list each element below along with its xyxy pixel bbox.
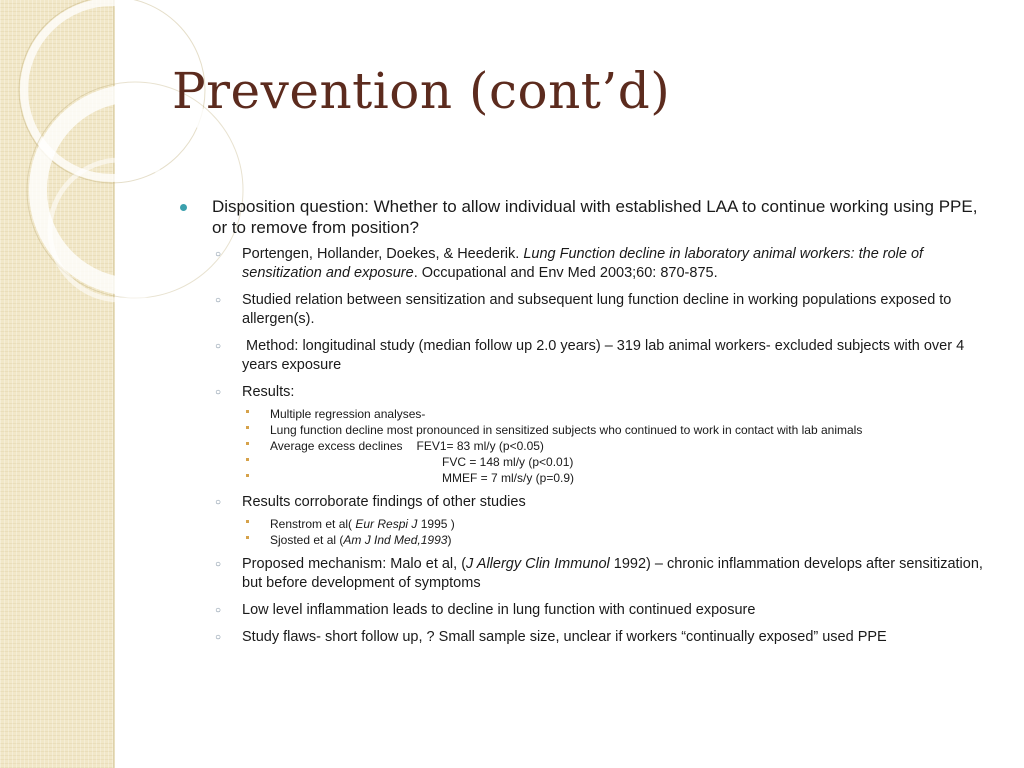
- sub-bullet-inflammation: [180, 601, 1002, 620]
- ring-bullet-icon: ○: [215, 632, 222, 643]
- sub-bullet-method: [180, 337, 1002, 375]
- ref-journal: Am J Ind Med,1993: [343, 533, 448, 547]
- ring-bullet-icon: ○: [215, 387, 222, 398]
- ring-bullet-icon: ○: [215, 605, 222, 616]
- bullet-text: Studied relation between sensitization and subsequent lung function decline in working populations exposed to allergen(s).: [242, 292, 952, 327]
- ref-author: Renstrom et al(: [270, 517, 356, 531]
- fvc-value: FVC = 148 ml/y (p<0.01): [442, 455, 574, 469]
- sub-bullet-citation: [180, 245, 1002, 283]
- sub-bullet-results: [180, 383, 1002, 402]
- bullet-text: Results:: [242, 384, 295, 400]
- citation-journal: . Occupational and Env Med 2003;60: 870-875.: [413, 265, 718, 281]
- bullet-text: Study flaws- short follow up, ? Small sample size, unclear if workers “continually exposed” used PPE: [242, 629, 887, 645]
- ring-bullet-icon: ○: [215, 559, 222, 570]
- bullet-dot-icon: [180, 204, 187, 211]
- bullet-text: Low level inflammation leads to decline in lung function with continued exposure: [242, 602, 756, 618]
- bullet-text: Multiple regression analyses-: [270, 407, 426, 421]
- square-bullet-icon: [246, 474, 249, 477]
- bullet-text: Average excess declines: [270, 439, 403, 453]
- ref-journal: Eur Respi J: [355, 517, 418, 531]
- ref-year: 1995 ): [417, 517, 455, 531]
- reference-sjosted: [180, 533, 1000, 548]
- bullet-text: Disposition question: Whether to allow individual with established LAA to continue working using PPE, or to remove from position?: [212, 197, 978, 237]
- reference-renstrom: [180, 517, 1000, 532]
- slide-content: [180, 196, 1000, 655]
- bullet-text: Method: longitudinal study (median follow up 2.0 years) – 319 lab animal workers- excluded subjects with over 4 years exposure: [242, 338, 969, 373]
- result-item-excess-declines: [180, 439, 1000, 454]
- citation-authors: Portengen, Hollander, Doekes, & Heederik.: [242, 246, 524, 262]
- result-item-fvc: [180, 455, 1000, 470]
- ring-bullet-icon: ○: [215, 497, 222, 508]
- result-item-mmef: [180, 471, 1000, 486]
- square-bullet-icon: [246, 410, 249, 413]
- square-bullet-icon: [246, 442, 249, 445]
- bullet-text: Results corroborate findings of other studies: [242, 494, 526, 510]
- bullet-disposition-question: [180, 196, 997, 238]
- sub-bullet-corroborate: [180, 493, 1002, 512]
- ring-bullet-icon: ○: [215, 249, 222, 260]
- ref-close: ): [447, 533, 452, 547]
- mechanism-text-end: 1992) – chronic inflammation develops after sensitization, but before development of symptoms: [242, 556, 983, 591]
- mechanism-text: Proposed mechanism: Malo et al, (: [242, 556, 467, 572]
- citation-title: Lung Function decline in laboratory animal workers: the role of sensitization and exposure: [242, 246, 924, 281]
- ref-author: Sjosted et al (: [270, 533, 344, 547]
- sub-bullet-studied-relation: [180, 291, 1002, 329]
- square-bullet-icon: [246, 520, 249, 523]
- mmef-value: MMEF = 7 ml/s/y (p=0.9): [442, 471, 575, 485]
- result-item-regression: [180, 407, 1000, 422]
- slide-title: Prevention (cont’d): [172, 62, 671, 120]
- mechanism-journal: J Allergy Clin Immunol: [466, 556, 610, 572]
- result-item-decline: [180, 423, 1000, 438]
- sub-bullet-study-flaws: [180, 628, 1002, 647]
- fev1-value: FEV1= 83 ml/y (p<0.05): [416, 439, 544, 453]
- bullet-text: Lung function decline most pronounced in sensitized subjects who continued to work in contact with lab animals: [270, 423, 863, 437]
- square-bullet-icon: [246, 458, 249, 461]
- ring-bullet-icon: ○: [215, 295, 222, 306]
- square-bullet-icon: [246, 426, 249, 429]
- sub-bullet-mechanism: [180, 555, 1002, 593]
- square-bullet-icon: [246, 536, 249, 539]
- ring-bullet-icon: ○: [215, 341, 222, 352]
